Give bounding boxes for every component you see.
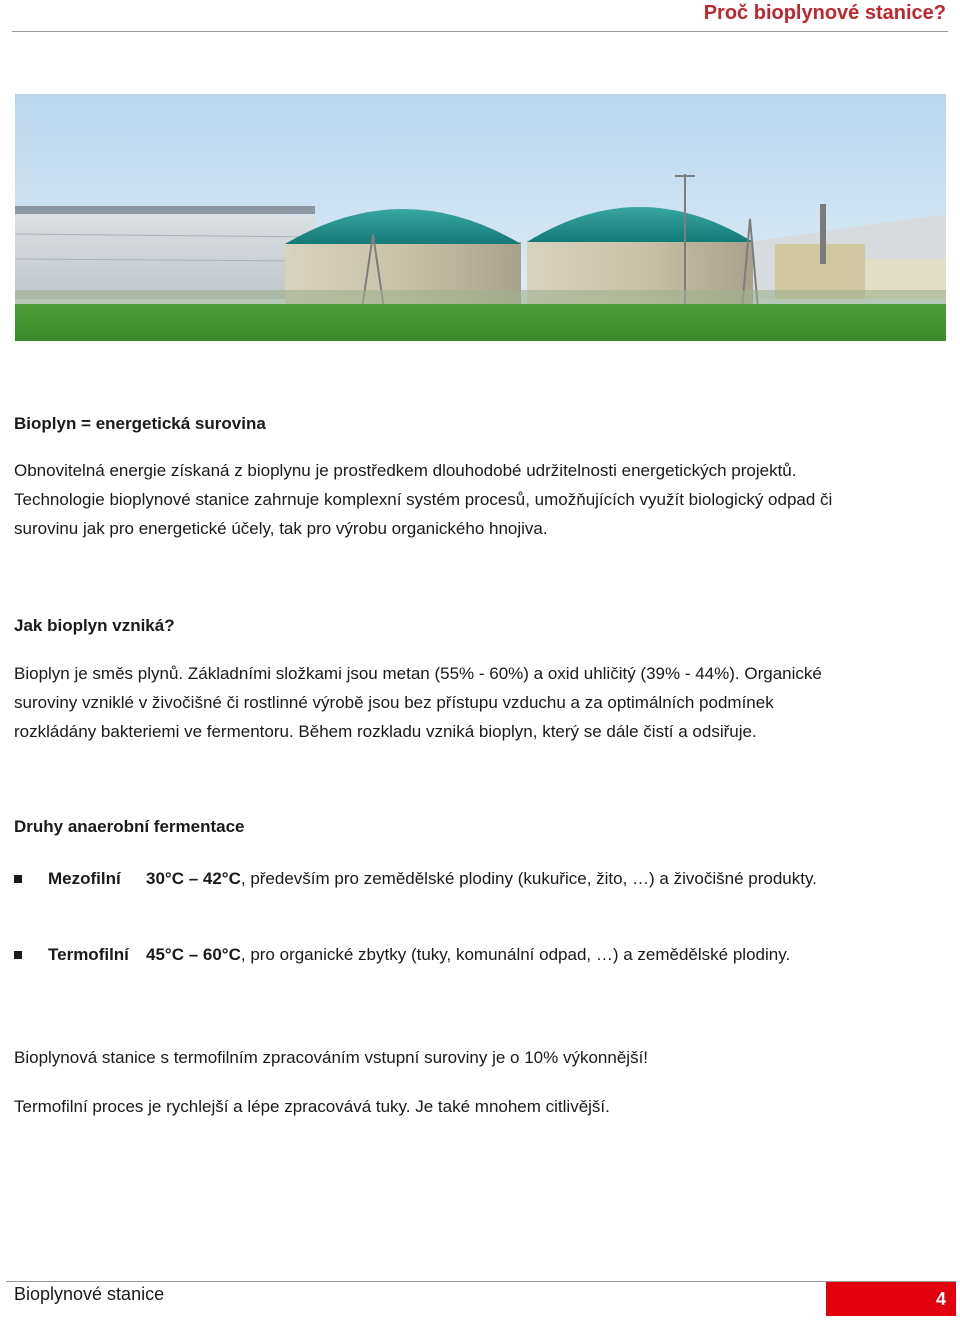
- paragraph-line: Termofilní proces je rychlejší a lépe zpracovává tuky. Je také mnohem citlivější.: [14, 1097, 610, 1116]
- bullet-square-icon: [14, 951, 22, 959]
- paragraph-line: Technologie bioplynové stanice zahrnuje komplexní systém procesů, umožňujících využít biologický odpad či: [14, 490, 833, 509]
- paragraph-line: Bioplynová stanice s termofilním zpracováním vstupní suroviny je o 10% výkonnější!: [14, 1048, 649, 1067]
- header-title: Proč bioplynové stanice?: [703, 2, 946, 24]
- paragraph-line: suroviny vzniklé v živočišné či rostlinné výrobě jsou bez přístupu vzduchu a za optimálních podmínek: [14, 693, 774, 712]
- bullet-term: Mezofilní: [48, 869, 121, 888]
- bullet-temperature: 45°C – 60°C: [146, 945, 241, 964]
- paragraph-line: surovinu jak pro energetické účely, tak pro výrobu organického hnojiva.: [14, 519, 548, 538]
- paragraph-line: rozkládány bakteriemi ve fermentoru. Během rozkladu vzniká bioplyn, který se dále čistí a odsiřuje.: [14, 722, 757, 741]
- bullet-term: Termofilní: [48, 945, 129, 964]
- bullet-description: , pro organické zbytky (tuky, komunální odpad, …) a zemědělské plodiny.: [240, 945, 791, 964]
- section-heading-druhy-fermentace: Druhy anaerobní fermentace: [14, 817, 245, 836]
- page-number: 4: [935, 1289, 946, 1309]
- bullet-temperature: 30°C – 42°C: [146, 869, 241, 888]
- header-divider: [12, 31, 948, 32]
- page-number-box: [826, 1282, 956, 1316]
- footer-divider: [6, 1281, 956, 1282]
- section-heading-jak-vznika: Jak bioplyn vzniká?: [14, 616, 175, 635]
- footer-title: Bioplynové stanice: [14, 1284, 165, 1304]
- paragraph-line: Obnovitelná energie získaná z bioplynu je prostředkem dlouhodobé udržitelnosti energetických projektů.: [14, 461, 797, 480]
- paragraph-line: Bioplyn je směs plynů. Základními složkami jsou metan (55% - 60%) a oxid uhličitý (39% - 44%). Organické: [14, 664, 822, 683]
- biogas-plant-photo: [15, 94, 946, 341]
- bullet-square-icon: [14, 875, 22, 883]
- bullet-description: , především pro zemědělské plodiny (kukuřice, žito, …) a živočišné produkty.: [240, 869, 817, 888]
- section-heading-bioplyn: Bioplyn = energetická surovina: [14, 414, 266, 433]
